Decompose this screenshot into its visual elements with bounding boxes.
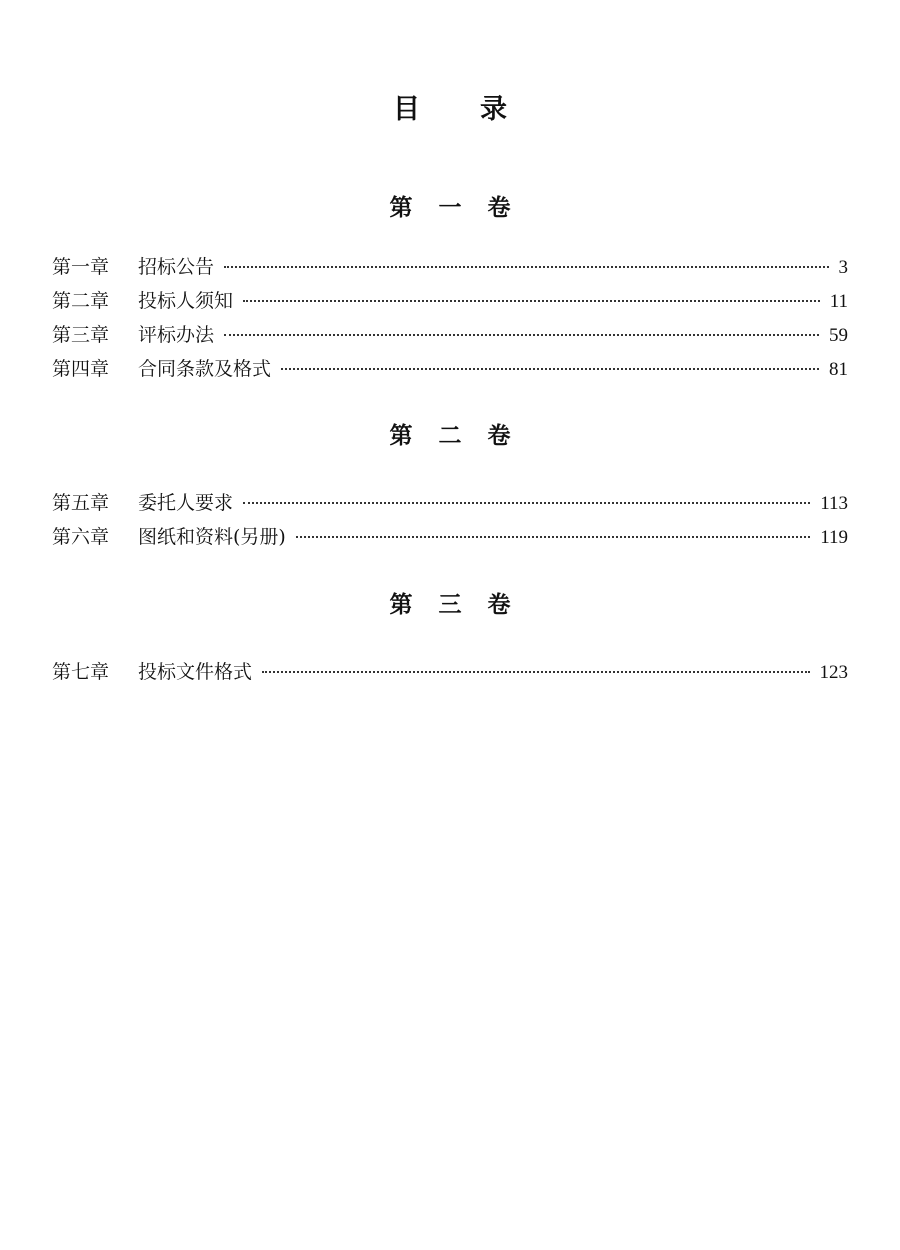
chapter-title: 投标文件格式	[138, 661, 253, 683]
chapter-title: 合同条款及格式	[138, 358, 272, 380]
volume-heading-2: 第二卷	[389, 423, 537, 449]
chapter-number: 第七章	[52, 661, 110, 683]
page-title: 目录	[393, 94, 567, 125]
chapter-title: 投标人须知	[138, 290, 234, 312]
dot-leader	[243, 299, 820, 302]
chapter-number: 第六章	[52, 526, 110, 548]
dot-leader	[243, 501, 810, 504]
dot-leader	[262, 670, 809, 673]
page-number: 11	[829, 291, 848, 312]
toc-list-volume-3	[52, 655, 848, 689]
toc-entry[interactable]	[52, 284, 848, 318]
page-number: 113	[820, 493, 848, 514]
page-number: 3	[838, 257, 848, 278]
page-number: 123	[819, 662, 848, 683]
page-number: 119	[820, 527, 848, 548]
page-number: 59	[829, 325, 848, 346]
chapter-number: 第三章	[52, 324, 110, 346]
toc-entry[interactable]	[52, 655, 848, 689]
chapter-number: 第一章	[52, 256, 110, 278]
page-number: 81	[829, 359, 848, 380]
chapter-number: 第四章	[52, 358, 110, 380]
toc-list-volume-1	[52, 250, 848, 386]
chapter-number: 第二章	[52, 290, 110, 312]
chapter-title: 评标办法	[138, 324, 215, 346]
chapter-number: 第五章	[52, 492, 110, 514]
chapter-title: 委托人要求	[138, 492, 234, 514]
toc-entry[interactable]	[52, 250, 848, 284]
dot-leader	[281, 367, 819, 370]
toc-entry[interactable]	[52, 318, 848, 352]
toc-entry[interactable]	[52, 486, 848, 520]
dot-leader	[224, 265, 828, 268]
chapter-title: 图纸和资料(另册)	[138, 526, 286, 548]
dot-leader	[224, 333, 819, 336]
toc-list-volume-2	[52, 486, 848, 554]
dot-leader	[296, 535, 810, 538]
volume-heading-1: 第一卷	[389, 195, 537, 221]
chapter-title: 招标公告	[138, 256, 215, 278]
volume-heading-3: 第三卷	[389, 592, 537, 618]
toc-entry[interactable]	[52, 352, 848, 386]
toc-entry[interactable]	[52, 520, 848, 554]
